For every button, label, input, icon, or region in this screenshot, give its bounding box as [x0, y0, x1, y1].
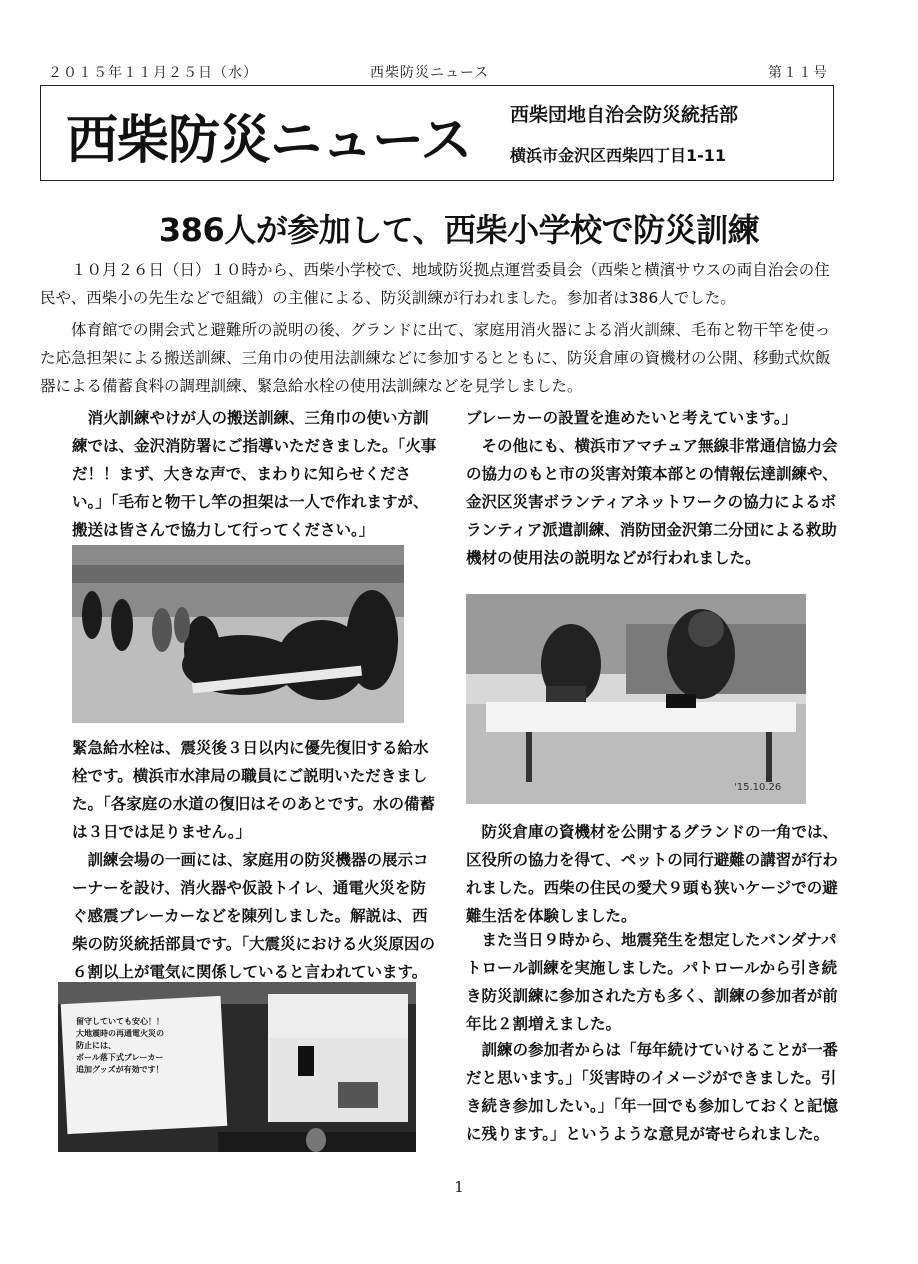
sign-line: 追加グッズが有効です！: [76, 1065, 164, 1074]
photo-breaker-display: [58, 982, 416, 1152]
right-paragraph-breaker: ブレーカーの設置を進めたいと考えています。」: [466, 409, 798, 427]
article-headline: 386人が参加して、西柴小学校で防災訓練: [158, 211, 760, 249]
issue-number: 第１１号: [768, 65, 828, 81]
organization-address: 横浜市金沢区西柴四丁目1-11: [510, 146, 727, 165]
intro-paragraph: 体育館での開会式と避難所の説明の後、グランドに出て、家庭用消火器による消火訓練、毛布と物干竿を使った応急担架による搬送訓練、三角巾の使用法訓練などに参加するとともに、防災倉庫の資機材の公開、移動式炊飯器による備蓄食料の調理訓練、緊急給水栓の使用法訓練などを見学しました。: [40, 321, 831, 395]
photo-equipment-table: [466, 594, 806, 804]
photo-stretcher-training: [72, 545, 404, 723]
right-paragraph-pets: 防災倉庫の資機材を公開するグランドの一角では、区役所の協力を得て、ペットの同行避難の講習が行われました。西柴の住民の愛犬９頭も狭いケージでの避難生活を体験しました。: [466, 823, 839, 925]
masthead-title: 西柴防災ニュース: [66, 111, 472, 171]
left-paragraph-water-tap: 緊急給水栓は、震災後３日以内に優先復旧する給水栓です。横浜市水津局の職員にご説明いただきました。「各家庭の水道の復旧はそのあとです。水の備蓄は３日では足りません。」: [72, 739, 436, 841]
right-paragraph-radio: その他にも、横浜市アマチュア無線非常通信協力会の協力のもと市の災害対策本部との情報伝達訓練や、金沢区災害ボランティアネットワークの協力によるボランティア派遣訓練、消防団金沢第二分団による救助機材の使用法の説明などが行われました。: [466, 437, 838, 567]
left-paragraph-firefighting: 消火訓練やけが人の搬送訓練、三角巾の使い方訓練では、金沢消防署にご指導いただきました。「火事だ！！まず、大きな声で、まわりに知らせください。」「毛布と物干し竿の担架は一人で作れますが、搬送は皆さんで協力して行ってください。」: [72, 409, 437, 539]
left-paragraph-display-corner: 訓練会場の一画には、家庭用の防災機器の展示コーナーを設け、消火器や仮設トイレ、通電火災を防ぐ感震ブレーカーなどを陳列しました。解説は、西柴の防災統括部員です。「大震災における火災原因の６割以上が電気に関係していると言われています。: [72, 851, 436, 981]
sign-line: ボール落下式ブレーカー: [76, 1053, 164, 1062]
right-paragraph-feedback: 訓練の参加者からは「毎年続けていけることが一番だと思います。」「災害時のイメージができました。引き続き参加したい。」「年一回でも参加しておくと記憶に残ります。」というような意見が寄せられました。: [466, 1041, 839, 1143]
sign-line: 大地震時の再通電火災の: [76, 1029, 164, 1038]
article-intro: [40, 256, 840, 400]
right-paragraph-patrol: また当日９時から、地震発生を想定したバンダナパトロール訓練を実施しました。パトロールから引き続き防災訓練に参加された方も多く、訓練の参加者が前年比２割増えました。: [466, 931, 838, 1033]
intro-paragraph: １０月２６日（日）１０時から、西柴小学校で、地域防災拠点運営委員会（西柴と横濱サウスの両自治会の住民や、西柴小の先生などで組織）の主催による、防災訓練が行われました。参加者は386人でした。: [40, 261, 830, 307]
sign-line: 留守していても安心！！: [76, 1017, 164, 1026]
photo-date-stamp: '15.10.26: [734, 782, 782, 793]
page-number: 1: [454, 1178, 464, 1196]
sign-line: 防止には、: [76, 1041, 116, 1050]
organization-name: 西柴団地自治会防災統括部: [510, 104, 739, 126]
running-title: 西柴防災ニュース: [370, 65, 490, 81]
issue-date: ２０１５年１１月２５日（水）: [48, 65, 258, 81]
